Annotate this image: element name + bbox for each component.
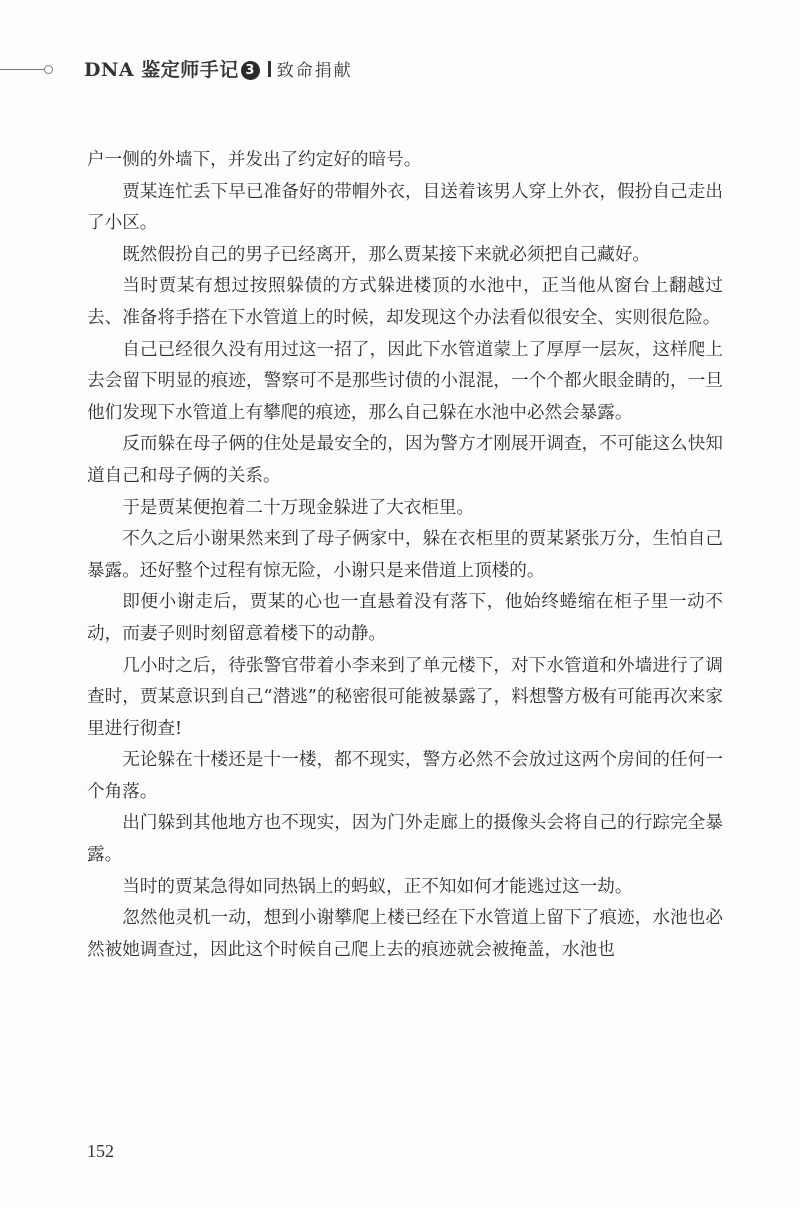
paragraph: 既然假扮自己的男子已经离开，那么贾某接下来就必须把自己藏好。: [122, 244, 651, 265]
body-text: [87, 145, 723, 966]
header-rule: [0, 69, 44, 70]
series-number-badge: 3: [241, 61, 260, 80]
book-subtitle: 致命捐献: [276, 61, 353, 81]
paragraph: 当时的贾某急得如同热锅上的蚂蚁，正不知如何才能逃过这一劫。: [122, 876, 633, 897]
paragraph: 不久之后小谢果然来到了母子俩家中，躲在衣柜里的贾某紧张万分，生怕自己暴露。还好整个过程有惊无险，小谢只是来借道上顶楼的。: [87, 529, 723, 581]
paragraph: 即便小谢走后，贾某的心也一直悬着没有落下，他始终蜷缩在柜子里一动不动，而妻子则时刻留意着楼下的动静。: [87, 592, 723, 644]
paragraph: 户一侧的外墙下，并发出了约定好的暗号。: [87, 150, 422, 170]
paragraph: 贾某连忙丢下早已准备好的带帽外衣，目送着该男人穿上外衣，假扮自己走出了小区。: [87, 181, 723, 234]
paragraph: 出门躲到其他地方也不现实，因为门外走廊上的摄像头会将自己的行踪完全暴露。: [87, 813, 723, 866]
paragraph: 忽然他灵机一动，想到小谢攀爬上楼已经在下水管道上留下了痕迹，水池也必然被她调查过，因此这个时候自己爬上去的痕迹就会被掩盖，水池也: [87, 908, 723, 960]
header-separator: [268, 61, 271, 77]
header-title-group: [84, 55, 353, 82]
paragraph: 自己已经很久没有用过这一招了，因此下水管道蒙上了厚厚一层灰，这样爬上去会留下明显的痕迹，警察可不是那些讨债的小混混，一个个都火眼金睛的，一旦他们发现下水管道上有攀爬的痕迹，那么自己躲在水池中必然会暴露。: [87, 339, 723, 423]
running-header: [0, 52, 800, 92]
header-circle-ornament: [44, 65, 53, 74]
paragraph: 反而躲在母子俩的住处是最安全的，因为警方才刚展开调查，不可能这么快知道自己和母子俩的关系。: [87, 434, 723, 486]
paragraph: 于是贾某便抱着二十万现金躲进了大衣柜里。: [122, 497, 475, 518]
paragraph: 几小时之后，待张警官带着小李来到了单元楼下，对下水管道和外墙进行了调查时，贾某意识到自己“潜逃”的秘密很可能被暴露了，料想警方极有可能再次来家里进行彻查!: [87, 655, 723, 739]
book-title: DNA 鉴定师手记: [84, 59, 239, 81]
page-number: 152: [87, 1141, 114, 1161]
paragraph: 无论躲在十楼还是十一楼，都不现实，警方必然不会放过这两个房间的任何一个角落。: [87, 750, 723, 802]
paragraph: 当时贾某有想过按照躲债的方式躲进楼顶的水池中，正当他从窗台上翻越过去、准备将手搭在下水管道上的时候，却发现这个办法看似很安全、实则很危险。: [87, 276, 723, 328]
